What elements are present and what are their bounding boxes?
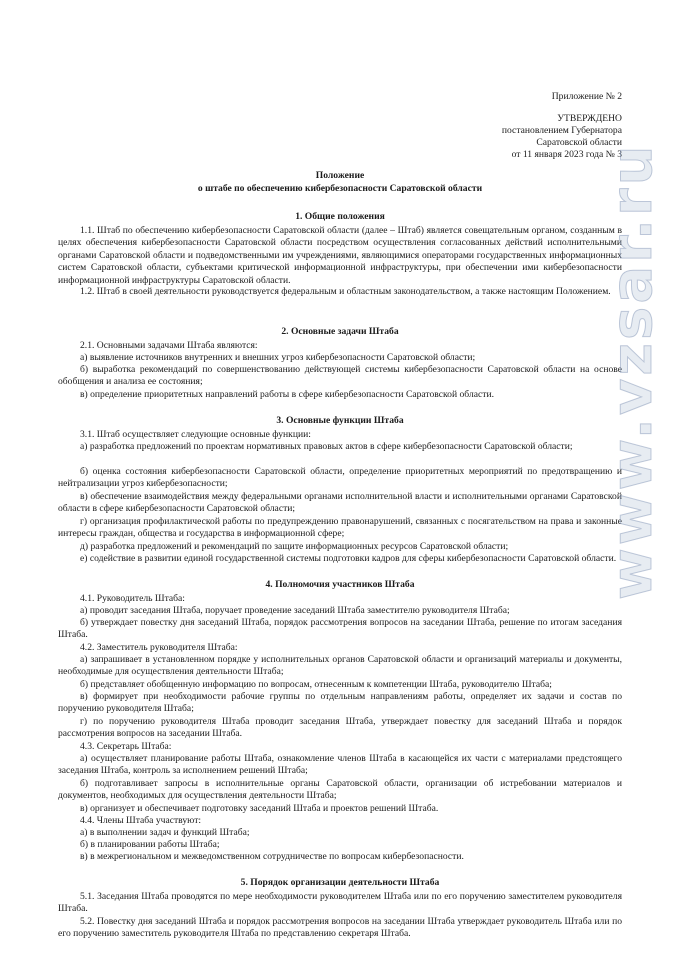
item-4-2-c: в) формирует при необходимости рабочие группы по отдельным направлениям работы, определяет их задачи и состав по поручению руководителя Штаба;	[58, 691, 622, 715]
document-subtitle: о штабе по обеспечению кибербезопасности Саратовской области	[197, 183, 483, 194]
appendix-number: Приложение № 2	[551, 91, 622, 102]
paragraph-1-1: 1.1. Штаб по обеспечению кибербезопасности Саратовской области (далее – Штаб) является совещательным органом, созданным в целях обеспечения кибербезопасности Саратовской области посредством осуществления согласованных действий исполнительными органами Саратовской области и подведомственными им учреждениями, являющимися операторами государственных информационных систем Саратовской области, субъектами критической информационной инфраструктуры, при обеспечении ими кибербезопасности информационной инфраструктуры Саратовской области.	[58, 225, 622, 286]
section-2-heading: 2. Основные задачи Штаба	[281, 326, 399, 337]
item-2-1-a: а) выявление источников внутренних и внешних угроз кибербезопасности Саратовской области;	[80, 352, 476, 363]
paragraph-3-1: 3.1. Штаб осуществляет следующие основные функции:	[80, 429, 311, 440]
item-3-1-b: б) оценка состояния кибербезопасности Саратовской области, определение приоритетных мероприятий по предотвращению и нейтрализации угроз кибербезопасности;	[58, 466, 622, 490]
item-2-1-b: б) выработка рекомендаций по совершенствованию действующей системы кибербезопасности Саратовской области на основе обобщения и анализа ее состояния;	[58, 364, 622, 388]
item-4-2-b: б) представляет обобщенную информацию по вопросам, отнесенным к компетенции Штаба, руководителю Штаба;	[80, 679, 552, 690]
paragraph-4-2: 4.2. Заместитель руководителя Штаба:	[80, 642, 238, 653]
section-4-heading: 4. Полномочия участников Штаба	[265, 579, 415, 590]
item-4-2-a: а) запрашивает в установленном порядке у исполнительных органов Саратовской области и организаций материалы и документы, необходимые для осуществления деятельности Штаба;	[58, 654, 622, 678]
approval-stamp: УТВЕРЖДЕНО	[557, 113, 622, 124]
item-4-4-a: а) в выполнении задач и функций Штаба;	[80, 827, 250, 838]
item-3-1-f: е) содействие в развитии единой государственной системы подготовки кадров для сферы кибербезопасности Саратовской области.	[80, 553, 617, 564]
paragraph-5-1: 5.1. Заседания Штаба проводятся по мере необходимости руководителем Штаба или по его поручению заместителем руководителя Штаба.	[58, 891, 622, 915]
document-title: Положение	[315, 170, 365, 181]
item-4-3-b: б) подготавливает запросы в исполнительные органы Саратовской области, организации об истребовании материалов и документов, необходимых для осуществления деятельности Штаба;	[58, 778, 622, 802]
item-4-2-d: г) по поручению руководителя Штаба проводит заседания Штаба, утверждает повестку для заседаний Штаба и порядок рассмотрения вопросов на заседании Штаба.	[58, 716, 622, 740]
item-4-3-a: а) осуществляет планирование работы Штаба, ознакомление членов Штаба в касающейся их части с материалами предстоящего заседания Штаба, контроль за исполнением решений Штаба;	[58, 753, 622, 777]
watermark: www.vzsar.ru	[600, 142, 665, 600]
approval-decree: постановлением Губернатора	[501, 125, 622, 136]
item-3-1-a: а) разработка предложений по проектам нормативных правовых актов в сфере кибербезопасности Саратовской области;	[80, 441, 573, 452]
paragraph-1-2: 1.2. Штаб в своей деятельности руководствуется федеральным и областным законодательством, а также настоящим Положением.	[80, 286, 611, 297]
item-4-3-c: в) организует и обеспечивает подготовку заседаний Штаба и проектов решений Штаба.	[80, 803, 439, 814]
approval-region: Саратовской области	[536, 137, 622, 148]
paragraph-5-2: 5.2. Повестку дня заседаний Штаба и порядок рассмотрения вопросов на заседании Штаба утверждает руководитель Штаба или по его поручению заместитель руководителя Штаба по представлению секретаря Штаба.	[58, 916, 622, 940]
section-5-heading: 5. Порядок организации деятельности Штаба	[240, 877, 440, 888]
approval-date: от 11 января 2023 года № 3	[511, 149, 622, 160]
item-3-1-e: д) разработка предложений и рекомендаций по защите информационных ресурсов Саратовской области;	[80, 541, 509, 552]
paragraph-2-1: 2.1. Основными задачами Штаба являются:	[80, 340, 258, 351]
paragraph-4-1: 4.1. Руководитель Штаба:	[80, 593, 185, 604]
paragraph-4-3: 4.3. Секретарь Штаба:	[80, 741, 172, 752]
item-4-4-c: в) в межрегиональном и межведомственном сотрудничестве по вопросам кибербезопасности.	[80, 851, 464, 862]
item-4-1-a: а) проводит заседания Штаба, поручает проведение заседаний Штаба заместителю руководителя Штаба;	[80, 605, 510, 616]
section-3-heading: 3. Основные функции Штаба	[276, 415, 404, 426]
item-2-1-c: в) определение приоритетных направлений работы в сфере кибербезопасности Саратовской области.	[80, 389, 494, 400]
item-3-1-d: г) организация профилактической работы по предупреждению правонарушений, связанных с посягательством на права и законные интересы граждан, общества и государства в информационной сфере;	[58, 516, 622, 540]
paragraph-4-4: 4.4. Члены Штаба участвуют:	[80, 815, 202, 826]
item-3-1-c: в) обеспечение взаимодействия между федеральными органами исполнительной власти и исполнительными органами Саратовской области в сфере кибербезопасности Саратовской области;	[58, 491, 622, 515]
section-1-heading: 1. Общие положения	[295, 211, 385, 222]
item-4-4-b: б) в планировании работы Штаба;	[80, 839, 220, 850]
item-4-1-b: б) утверждает повестку дня заседаний Штаба, порядок рассмотрения вопросов на заседании Штаба, решение по итогам заседания Штаба.	[58, 617, 622, 641]
